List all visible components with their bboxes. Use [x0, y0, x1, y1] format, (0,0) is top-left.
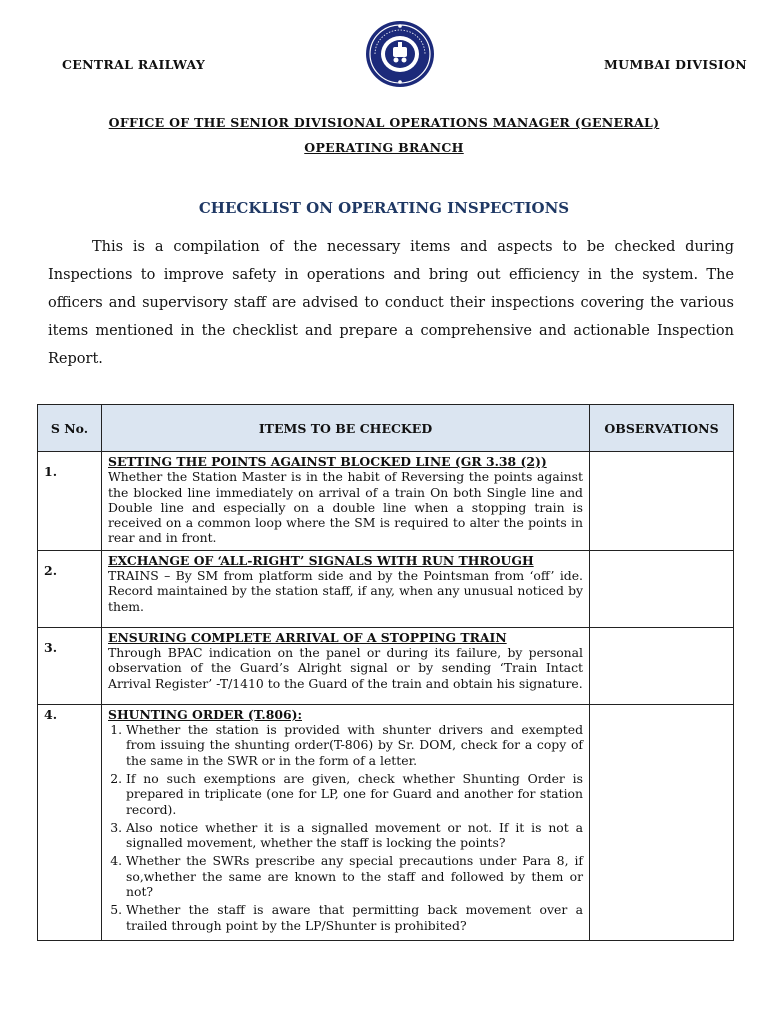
column-header-observations: OBSERVATIONS: [590, 405, 734, 452]
row-sno: 1.: [38, 452, 102, 551]
list-item: 1. Whether the station is provided with shunter drivers and exempted from issuing the shunting order(T-806) by Sr. DOM, check for a copy of the same in the SWR or in the form of a letter.: [126, 722, 583, 768]
row-item: [102, 704, 590, 940]
office-title: OFFICE OF THE SENIOR DIVISIONAL OPERATIONS MANAGER (GENERAL): [108, 115, 660, 130]
row-sno: 3.: [38, 627, 102, 704]
checklist-title: CHECKLIST ON OPERATING INSPECTIONS: [198, 199, 570, 217]
table-header-row: [38, 405, 734, 452]
list-item: 4. Whether the SWRs prescribe any special precautions under Para 8, if so,whether the same are known to the staff and followed by them or not?: [126, 853, 583, 899]
row-item-title: ENSURING COMPLETE ARRIVAL OF A STOPPING TRAIN: [108, 629, 507, 645]
list-item: 5. Whether the staff is aware that permitting back movement over a trailed through point by the LP/Shunter is prohibited?: [126, 902, 583, 933]
table-row: [38, 550, 734, 627]
row-sno: 2.: [38, 550, 102, 627]
row-item-title: EXCHANGE OF ‘ALL-RIGHT’ SIGNALS WITH RUN THROUGH: [108, 552, 534, 568]
row-item: [102, 452, 590, 551]
row-item-text: Through BPAC indication on the panel or during its failure, by personal observation of the Guard’s Alright signal or by sending ‘Train Intact Arrival Register’ -T/1410 to the Guard of the train and obtain his signature.: [108, 645, 583, 691]
row-sno: 4.: [38, 704, 102, 940]
row-item-list: [108, 722, 583, 933]
row-item: [102, 627, 590, 704]
row-item-text: TRAINS – By SM from platform side and by the Pointsman from ‘off’ ide. Record maintained by the station staff, if any, when any unusual noticed by them.: [108, 568, 583, 614]
header-left-text: CENTRAL RAILWAY: [62, 57, 206, 72]
checklist-table: [37, 404, 734, 941]
header-right-text: MUMBAI DIVISION: [604, 57, 747, 72]
intro-paragraph: This is a compilation of the necessary items and aspects to be checked during Inspections to improve safety in operations and bring out efficiency in the system. The officers and supervisory staff are advised to conduct their inspections covering the various items mentioned in the checklist and prepare a comprehensive and actionable Inspection Report.: [48, 239, 734, 367]
table-row: [38, 452, 734, 551]
row-observation-cell: [590, 550, 734, 627]
row-observation-cell: [590, 627, 734, 704]
row-item-title: SHUNTING ORDER (T.806):: [108, 706, 303, 722]
row-observation-cell: [590, 452, 734, 551]
list-item: 3. Also notice whether it is a signalled movement or not. If it is not a signalled movement, whether the staff is locking the points?: [126, 820, 583, 851]
indian-railways-emblem-icon: [365, 20, 435, 88]
column-header-sno: S No.: [38, 405, 102, 452]
row-item-title: SETTING THE POINTS AGAINST BLOCKED LINE (GR 3.38 (2)): [108, 454, 547, 469]
table-row: [38, 627, 734, 704]
table-row: [38, 704, 734, 940]
column-header-items: ITEMS TO BE CHECKED: [102, 405, 590, 452]
list-item: 2. If no such exemptions are given, check whether Shunting Order is prepared in triplicate (one for LP, one for Guard and another for station record).: [126, 771, 583, 817]
row-observation-cell: [590, 704, 734, 940]
row-item-text: Whether the Station Master is in the habit of Reversing the points against the blocked line immediately on arrival of a train On both Single line and Double line and especially on a double line when a stopping train is received on a common loop where the SM is required to alter the points in rear and in front.: [108, 469, 583, 546]
branch-title: OPERATING BRANCH: [304, 140, 464, 155]
row-item: [102, 550, 590, 627]
